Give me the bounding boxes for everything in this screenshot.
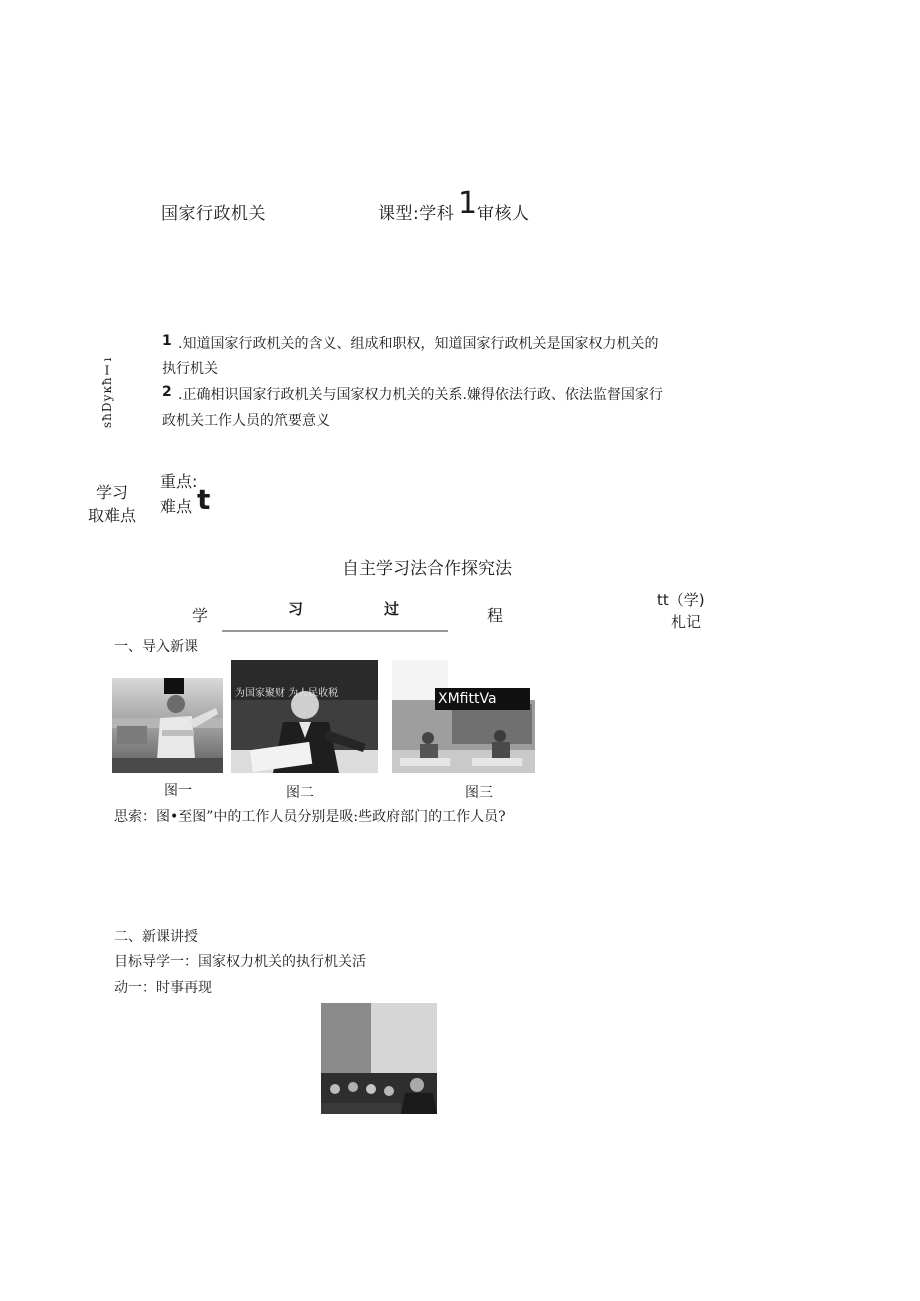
objective-number: 1 bbox=[162, 333, 172, 349]
objective-number: 2 bbox=[162, 384, 172, 400]
photo-banner-text: 为国家聚财 为人民收税 bbox=[235, 688, 339, 699]
objectives-side-label: sħDуĸħⅠı bbox=[100, 356, 114, 428]
photo-overlay-label: XMfittVa bbox=[435, 688, 530, 710]
lesson-title: 国家行政机关 bbox=[161, 204, 266, 224]
process-header-char: 程 bbox=[487, 606, 504, 625]
difficulty-label: 难点 bbox=[160, 497, 193, 516]
key-points-side-label: 取难点 bbox=[88, 506, 137, 525]
objective-text: 政机关工作人员的笊要意义 bbox=[162, 413, 330, 429]
meeting-photo bbox=[321, 1003, 437, 1114]
activity-label: 动一：时事再现 bbox=[114, 980, 212, 996]
traffic-police-photo bbox=[112, 678, 223, 773]
thinking-question: 思索：图•至图”中的工作人员分别是吸:些政府部门的工作人员? bbox=[114, 809, 506, 825]
teaching-method: 自主学习法合作探究法 bbox=[342, 559, 512, 579]
section-heading: 二、新课讲授 bbox=[114, 929, 198, 945]
difficulty-mark: t bbox=[197, 483, 211, 516]
objective-text: .知道国家行政机关的含义、组成和职权，知道国家行政机关是国家权力机关的 bbox=[178, 336, 659, 352]
learning-goal: 目标导学一：国家权力机关的执行机关活 bbox=[114, 954, 366, 970]
process-header-char: 习 bbox=[288, 600, 304, 618]
header-divider bbox=[222, 630, 448, 632]
objective-text: .正确相识国家行政机关与国家权力机关的关系.嫌得依法行政、依法监督国家行 bbox=[178, 387, 663, 403]
notes-header: 札记 bbox=[671, 613, 702, 631]
figure-caption: 图二 bbox=[286, 785, 314, 801]
key-points-side-label: 学习 bbox=[96, 483, 129, 502]
notes-header: tt（学) bbox=[657, 591, 705, 609]
process-header-char: 学 bbox=[192, 606, 209, 625]
reviewer-label: 审核人 bbox=[477, 204, 530, 224]
focus-label: 重点: bbox=[160, 472, 198, 491]
figure-caption: 图三 bbox=[465, 785, 493, 801]
lesson-type-number: 1 bbox=[458, 186, 478, 221]
service-hall-photo bbox=[392, 660, 535, 773]
section-heading: 一、导入新课 bbox=[114, 639, 198, 655]
tax-officer-photo bbox=[231, 660, 378, 773]
lesson-type-label: 课型:学科 bbox=[378, 204, 455, 224]
figure-caption: 图一 bbox=[164, 783, 192, 799]
objective-text: 执行机关 bbox=[162, 361, 218, 377]
process-header-char: 过 bbox=[384, 600, 400, 618]
